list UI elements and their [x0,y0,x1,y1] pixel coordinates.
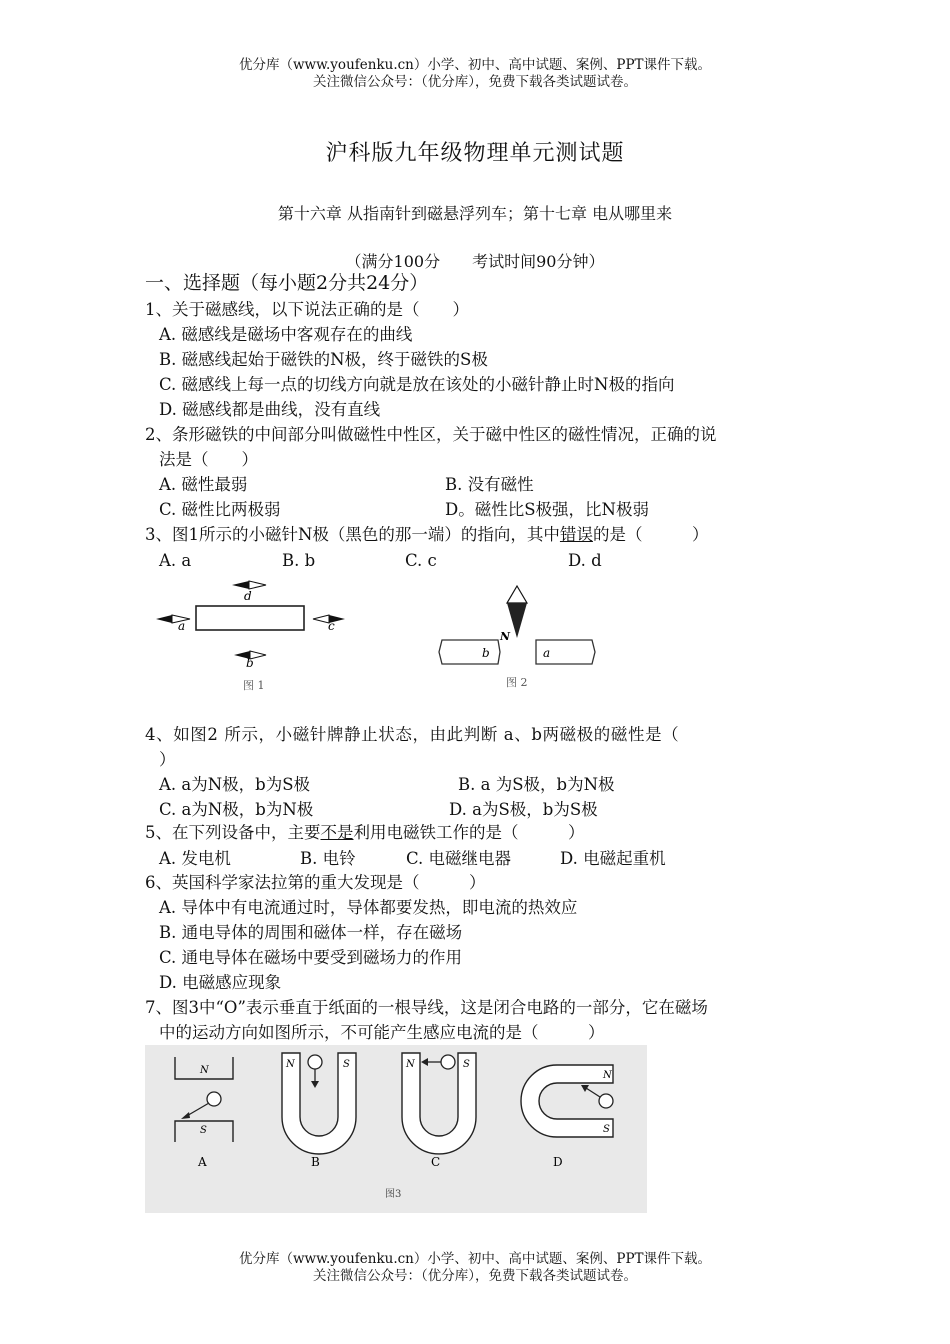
q4-option-b: B. a 为S极，b为N极 [458,775,615,794]
bar-magnet [196,606,304,630]
fig3-label-b: B [311,1155,320,1169]
fig3-label-d: D [553,1155,563,1169]
q2-option-c: C. 磁性比两极弱 [159,500,281,519]
figure-2-caption: 图 2 [506,676,528,689]
fig3-c-label-n: N [406,1059,415,1070]
section-title: 一、选择题（每小题2分共24分） [145,272,429,294]
label-a: a [543,646,551,660]
q3-stem [145,524,708,546]
chapter-subtitle: 第十六章 从指南针到磁悬浮列车；第十七章 电从哪里来 [277,204,673,223]
q2-option-a: A. 磁性最弱 [159,475,248,494]
label-b: b [482,646,490,660]
q1-option-c: C. 磁感线上每一点的切线方向就是放在该处的小磁针静止时N极的指向 [159,375,675,394]
fig3-label-a: A [198,1155,207,1169]
q2-stem-1: 2、条形磁铁的中间部分叫做磁性中性区，关于磁中性区的磁性情况，正确的说 [145,425,717,444]
q6-option-b: B. 通电导体的周围和磁体一样，存在磁场 [159,923,463,942]
figure-1-caption: 图 1 [243,679,265,692]
header-line-2: 关注微信公众号：（优分库），免费下载各类试题试卷。 [313,74,637,90]
q2-stem-2: 法是（ ） [159,450,258,469]
fig3-a-label-n: N [200,1065,209,1076]
fig3-a-label-s: S [200,1125,207,1136]
fig3-label-c: C [431,1155,441,1169]
fig3-d-label-n: N [603,1070,612,1081]
fig3-d-label-s: S [603,1124,610,1135]
footer-line-2: 关注微信公众号：（优分库），免费下载各类试题试卷。 [313,1268,637,1284]
q1-stem: 1、关于磁感线，以下说法正确的是（ ） [145,300,469,319]
q3-option-d: D. d [568,551,602,570]
q5-option-d: D. 电磁起重机 [560,849,666,868]
label-d: d [244,589,252,603]
q3-option-b: B. b [282,551,316,570]
fig3-b-label-s: S [343,1059,350,1070]
header-line-1: 优分库（www.youfenku.cn）小学、初中、高中试题、案例、PPT课件下载。 [238,57,712,73]
magnet-b [439,640,500,664]
footer-line-1: 优分库（www.youfenku.cn）小学、初中、高中试题、案例、PPT课件下载。 [238,1251,712,1267]
figure-3-magnets-and-wire [145,1045,647,1213]
q6-option-c: C. 通电导体在磁场中要受到磁场力的作用 [159,948,463,967]
q5-stem-pre: 5、在下列设备中，主要 [145,823,321,842]
q6-stem: 6、英国科学家法拉第的重大发现是（ ） [145,873,486,892]
document-title: 沪科版九年级物理单元测试题 [325,141,625,166]
q3-stem-post: 的是（ ） [592,525,709,544]
fig3-b-label-n: N [286,1059,295,1070]
q5-option-a: A. 发电机 [159,849,231,868]
score-time-info: （满分100分 考试时间90分钟） [345,252,605,271]
q4-option-a: A. a为N极，b为S极 [159,775,311,794]
label-b: b [246,656,254,670]
q3-option-a: A. a [159,551,192,570]
q4-option-c: C. a为N极，b为N极 [159,800,314,819]
q3-option-c: C. c [405,551,437,570]
q4-stem-1: 4、如图2 所示，小磁针牌静止状态，由此判断 a、b两磁极的磁性是（ [145,725,680,744]
q5-stem-post: 利用电磁铁工作的是（ ） [353,823,585,842]
figure-1-bar-magnet-compasses [145,575,365,700]
q2-option-b: B. 没有磁性 [445,475,534,494]
q3-stem-keyword: 错误 [559,525,593,544]
figure-2-two-poles-compass [430,578,610,703]
q6-option-a: A. 导体中有电流通过时，导体都要发热，即电流的热效应 [159,898,578,917]
q5-stem [145,822,585,844]
q1-option-d: D. 磁感线都是曲线，没有直线 [159,400,381,419]
q7-stem-1: 7、图3中“O”表示垂直于纸面的一根导线，这是闭合电路的一部分，它在磁场 [145,998,708,1017]
label-c: c [328,619,335,633]
q1-option-a: A. 磁感线是磁场中客观存在的曲线 [159,325,413,344]
fig3-c-label-s: S [463,1059,470,1070]
q2-option-d: D。磁性比S极强，比N极弱 [445,500,649,519]
q4-stem-2: ） [159,750,176,769]
compass-needle-d [232,581,266,589]
q3-stem-pre: 3、图1所示的小磁针N极（黑色的那一端）的指向，其中 [145,525,560,544]
q4-option-d: D. a为S极，b为S极 [449,800,598,819]
q7-stem-2: 中的运动方向如图所示，不可能产生感应电流的是（ ） [159,1023,605,1042]
q5-option-c: C. 电磁继电器 [406,849,512,868]
label-a: a [178,619,186,633]
q6-option-d: D. 电磁感应现象 [159,973,282,992]
q5-stem-keyword: 不是 [320,823,354,842]
figure-3-caption: 图3 [385,1189,402,1200]
label-n: N [500,630,511,643]
q5-option-b: B. 电铃 [300,849,356,868]
q1-option-b: B. 磁感线起始于磁铁的N极，终于磁铁的S极 [159,350,488,369]
